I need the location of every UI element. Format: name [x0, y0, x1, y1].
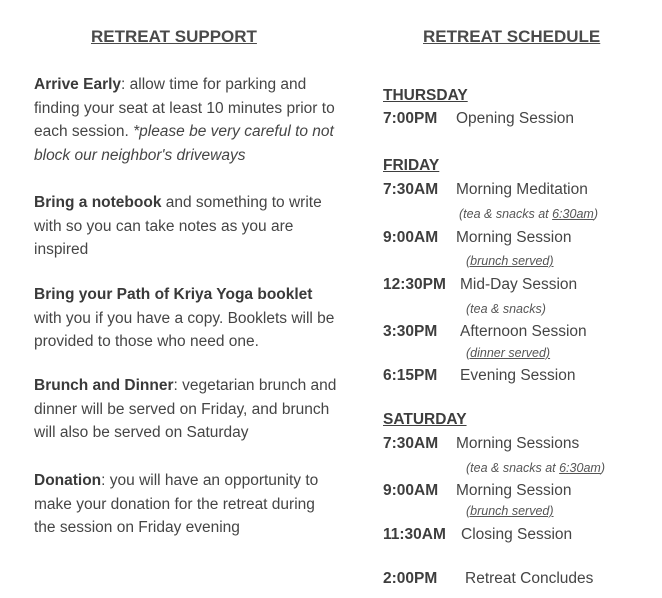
schedule-time: 6:15PM [383, 367, 438, 384]
schedule-time: 7:30AM [383, 435, 439, 452]
support-item-text: and something to write with so you can take notes as you are inspired [34, 194, 322, 258]
support-item-bold: Bring a notebook [34, 194, 162, 211]
support-item-bold: Arrive Early [34, 76, 122, 93]
support-item-donation [34, 469, 339, 540]
schedule-note: (tea & snacks at 6:30am) [466, 461, 605, 475]
support-item-bold: Brunch and Dinner [34, 377, 174, 394]
schedule-time: 7:30AM [383, 181, 439, 198]
support-item-text: with you if you have a copy. Booklets will be provided to those who need one. [34, 309, 335, 350]
support-item-italic: *please be very careful to not block our neighbor's driveways [34, 123, 334, 164]
day-saturday: SATURDAY [383, 411, 467, 428]
support-item-meals [34, 374, 339, 445]
schedule-event: Closing Session [461, 526, 573, 543]
support-title: RETREAT SUPPORT [91, 27, 257, 46]
schedule-event: Opening Session [456, 110, 575, 127]
schedule-time: 9:00AM [383, 482, 439, 499]
support-item-text: : you will have an opportunity to make your donation for the retreat during the session on Friday evening [34, 472, 319, 536]
schedule-event: Morning Session [456, 229, 572, 246]
day-thursday: THURSDAY [383, 87, 468, 104]
schedule-time: 2:00PM [383, 570, 438, 587]
support-item-bold: Donation [34, 472, 102, 489]
schedule-note: (brunch served) [466, 504, 554, 518]
schedule-note: (dinner served) [466, 346, 551, 360]
schedule-title: RETREAT SCHEDULE [423, 27, 601, 46]
schedule-event: Morning Session [456, 482, 572, 499]
support-item-text: : vegetarian brunch and dinner will be served on Friday, and brunch will also be served on Saturday [34, 377, 337, 441]
support-item-bold: Bring your Path of Kriya Yoga booklet [34, 286, 313, 303]
schedule-event: Retreat Concludes [465, 570, 594, 587]
schedule-time: 7:00PM [383, 110, 438, 127]
schedule-time: 9:00AM [383, 229, 439, 246]
schedule-note: (tea & snacks at 6:30am) [459, 207, 598, 221]
schedule-time: 12:30PM [383, 276, 446, 293]
schedule-event: Mid-Day Session [460, 276, 578, 293]
support-item-booklet [34, 283, 339, 354]
schedule-note: (tea & snacks) [466, 302, 546, 316]
schedule-time: 3:30PM [383, 323, 438, 340]
support-item-notebook [34, 191, 339, 262]
schedule-event: Afternoon Session [460, 323, 587, 340]
schedule-note: (brunch served) [466, 254, 554, 268]
support-item-text: : allow time for parking and finding your seat at least 10 minutes prior to each session. [34, 76, 335, 140]
schedule-event: Morning Sessions [456, 435, 580, 452]
schedule-event: Evening Session [460, 367, 576, 384]
schedule-event: Morning Meditation [456, 181, 588, 198]
schedule-time: 11:30AM [383, 526, 446, 543]
support-item-arrive-early [34, 73, 339, 167]
day-friday: FRIDAY [383, 157, 440, 174]
